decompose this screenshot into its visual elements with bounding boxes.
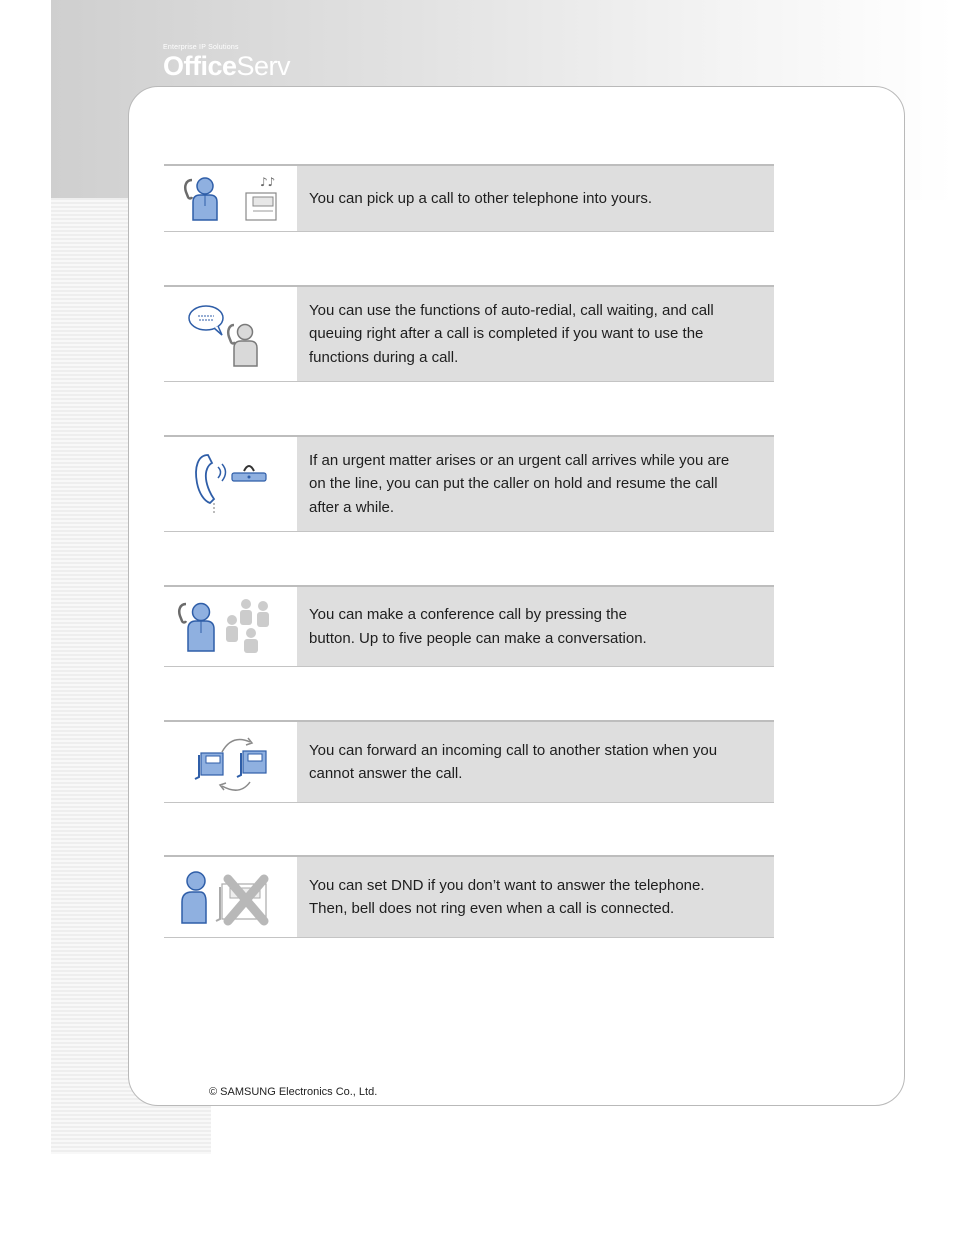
- feature-description: You can forward an incoming call to another station when you cannot answer the call.: [309, 741, 718, 782]
- feature-row-call-pickup: [164, 164, 774, 232]
- feature-row-dnd: [164, 855, 774, 938]
- officeserv-logo: [163, 44, 290, 80]
- do-not-disturb-icon: [164, 857, 297, 937]
- feature-description: You can make a conference call by pressing the button. Up to five people can make a conversation.: [309, 606, 647, 647]
- feature-description: You can use the functions of auto-redial, call waiting, and call queuing right after a call is completed if you want to use the functions during a call.: [309, 301, 714, 366]
- feature-text-cell: [297, 437, 774, 531]
- conference-call-icon: [164, 587, 297, 666]
- feature-text-cell: [297, 722, 774, 802]
- call-pickup-icon: [164, 166, 297, 231]
- feature-text-cell: [297, 857, 774, 937]
- call-forward-icon: [164, 722, 297, 802]
- logo-subtitle: Enterprise IP Solutions: [163, 44, 239, 51]
- feature-description: You can pick up a call to other telephone into yours.: [309, 189, 653, 207]
- feature-row-call-waiting: [164, 285, 774, 382]
- feature-description: If an urgent matter arises or an urgent call arrives while you are on the line, you can put the caller on hold and resume the call after a while.: [309, 451, 730, 516]
- feature-text-cell: [297, 166, 774, 231]
- logo-brand-office: Office: [163, 51, 237, 81]
- feature-description: You can set DND if you don’t want to answer the telephone. Then, bell does not ring even when a call is connected.: [309, 876, 705, 917]
- svg-text:♪♪: ♪♪: [260, 175, 276, 189]
- feature-row-call-forward: [164, 720, 774, 803]
- call-hold-icon: [164, 437, 297, 531]
- call-waiting-icon: [164, 287, 297, 381]
- copyright-footer: © SAMSUNG Electronics Co., Ltd.: [209, 1086, 378, 1098]
- feature-text-cell: [297, 587, 774, 666]
- logo-brand-serv: Serv: [236, 51, 291, 81]
- logo-wordmark: [163, 52, 290, 80]
- feature-text-cell: [297, 287, 774, 381]
- feature-row-conference: [164, 585, 774, 667]
- feature-row-call-hold: [164, 435, 774, 532]
